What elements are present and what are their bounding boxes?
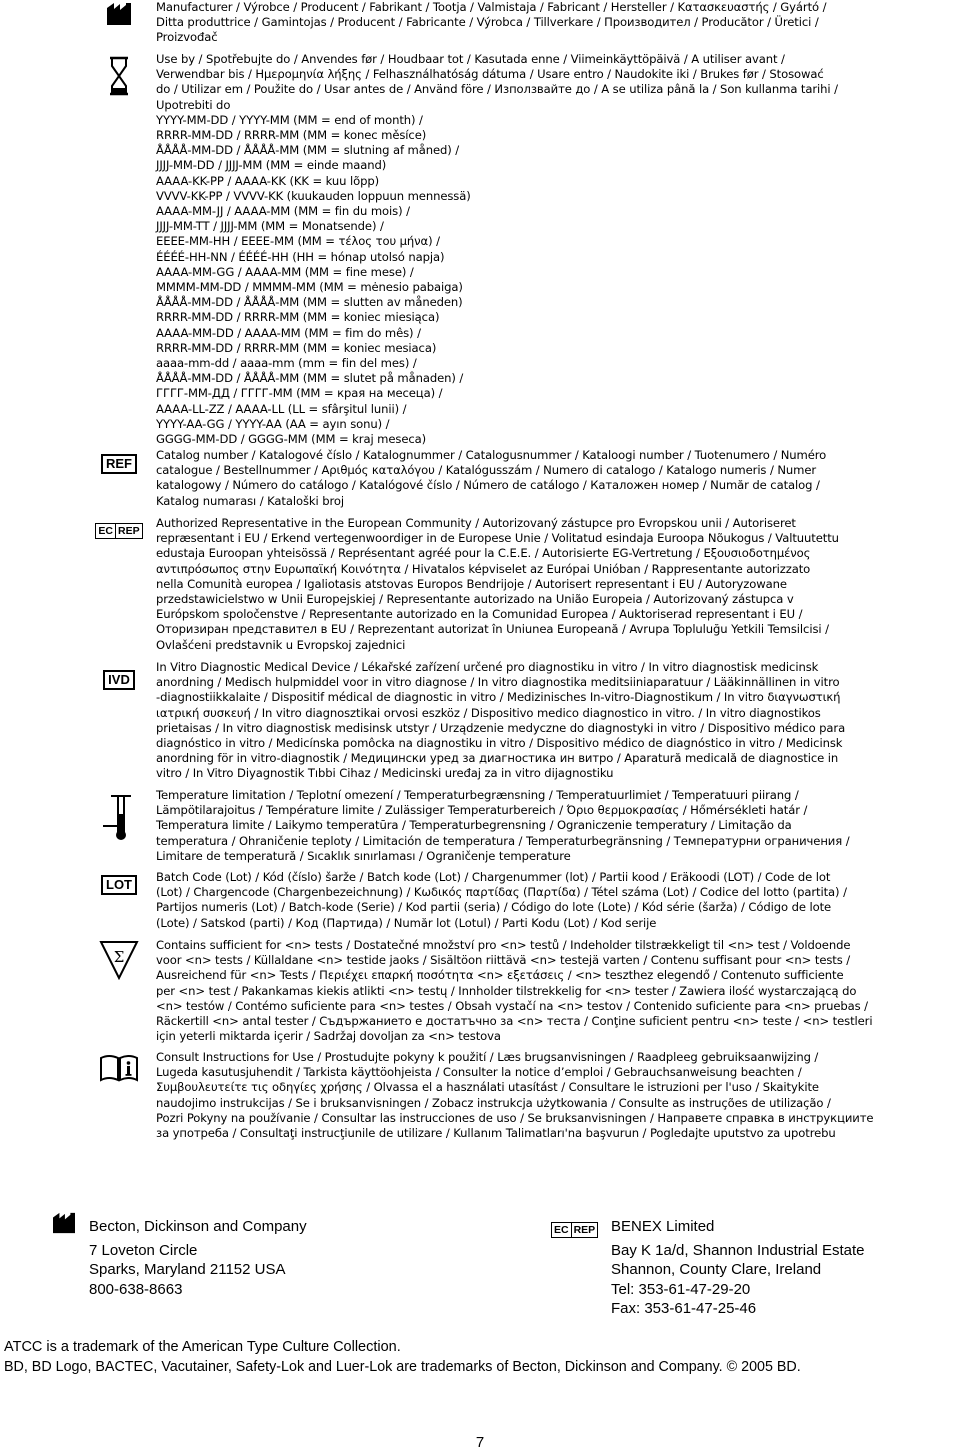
ref-label: REF	[101, 454, 137, 474]
rep-label: REP	[571, 1223, 598, 1237]
manufacturer-name: Becton, Dickinson and Company	[89, 1218, 307, 1235]
symbol-description: Authorized Representative in the European Community / Autorizovaný zástupce pro Evropskou unii / Autoriseret repræsentant i EU / Erkend vertegenwoordiger in de Europese Unie / Volitatud esindaja Euroopa Nõukogus / Valtuutettu edustaja Euroopan yhteisössä / Représentant agréé pour la C.E.E. / Autorisierte EG-Vertretung / Εξουσιοδοτημένος αντιπρόσωπος στην Ευρωπαϊκή Κοινότητα / Hivatalos képviselet az Európai Unióban / Rappresentante autorizzato nella Comunità europea / Igaliotasis atstovas Europos Bendrijoje / Autorisert representant i EU / Autoryzowane przedstawicielstwo w Unii Europejskiej / Representante autorizado na União Europeia / Autorizovaný zástupca v Európskom spoločenstve / Representante autorizado en la Comunidad Europea / Auktoriserad representant i EU / Оторизиран представител в ЕU / Reprezentant autorizat în Uniunea Europeană / Avrupa Topluluğu Yetkili Temsilcisi / Ovlašćeni predstavnik u Evropskoj zajednici	[156, 516, 839, 652]
temperature-limit-icon	[96, 792, 142, 842]
page-number: 7	[475, 1434, 485, 1451]
rep-label: REP	[115, 524, 142, 538]
ec-label: EC	[98, 525, 113, 537]
symbol-description: Manufacturer / Výrobce / Producent / Fabrikant / Tootja / Valmistaja / Fabricant / Hersteller / Κατασκευαστής / Gyártó / Ditta produttrice / Gamintojas / Producent / Fabricante / Výrobca / Tillverkare / Производител / Producător / Üretici / Proizvođač	[156, 0, 827, 45]
manufacturer-icon	[96, 2, 142, 26]
ec-rep-fax: Fax: 353-61-47-25-46	[611, 1300, 757, 1317]
manufacturer-address-line2: Sparks, Maryland 21152 USA	[89, 1261, 286, 1278]
ec-rep-name: BENEX Limited	[611, 1218, 715, 1235]
lot-label: LOT	[101, 875, 137, 895]
ref-icon	[96, 454, 142, 474]
ec-rep-icon	[96, 523, 142, 539]
bd-trademark-note: BD, BD Logo, BACTEC, Vacutainer, Safety-Lok and Luer-Lok are trademarks of Becton, Dickinson and Company. © 2005 BD.	[4, 1359, 801, 1375]
ec-rep-address	[611, 1217, 865, 1319]
symbol-description: Temperature limitation / Teplotní omezení / Temperaturbegrænsning / Temperatuurlimiet / Temperatuuri piirang / Lämpötilarajoitus / Température limite / Zulässiger Temperaturbereich / Όριο θερμοκρασίας / Hőmérsékleti határ / Temperatura limite / Laikymo temperatūra / Temperaturbegrensning / Ograniczenie temperatury / Limitação da temperatura / Ohraničenie teploty / Limitación de temperatura / Temperaturbegränsning / Температурни ограничения / Limitare de temperatură / Sıcaklık sınırlaması / Ograničenje temperature	[156, 788, 850, 863]
svg-text:Σ: Σ	[113, 948, 125, 966]
manufacturer-address-icon	[52, 1212, 76, 1238]
use-by-hourglass-icon	[96, 56, 142, 96]
symbol-description: Batch Code (Lot) / Kód (číslo) šarže / Batch kode (Lot) / Chargenummer (lot) / Partii kood / Eräkoodi (LOT) / Code de lot (Lot) / Chargencode (Chargenbezeichnung) / Κωδικός παρτίδας (Παρτίδα) / Tétel száma (Lot) / Codice del lotto (partita) / Partijos numeris (Lot) / Batch-kode (Serie) / Kod partii (seria) / Código do lote (Lote) / Kód série (šarža) / Código de lote (Lote) / Satskod (parti) / Код (Партида) / Număr lot (Lotul) / Parti Kodu (Lot) / Kod serije	[156, 870, 847, 930]
symbol-description: Use by / Spotřebujte do / Anvendes før / Houdbaar tot / Kasutada enne / Viimeinkäyttöpäivä / A utiliser avant / Verwendbar bis / Ημερομηνία λήξης / Felhasználhatóság dátuma / Usare entro / Naudokite iki / Brukes før / Stosować do / Utilizar em / Použite do / Usar antes de / Använd före / Използвайте до / A se utiliza până la / Son kullanma tarihi / Upotrebiti do YYYY-MM-DD / YYYY-MM (MM = end of month) / RRRR-MM-DD / RRRR-MM (MM = konec měsíce) ÅÅÅÅ-MM-DD / ÅÅÅÅ-MM (MM = slutning af måned) / JJJJ-MM-DD / JJJJ-MM (MM = einde maand) AAAA-KK-PP / AAAA-KK (KK = kuu lõpp) VVVV-KK-PP / VVVV-KK (kuukauden loppuun mennessä) AAAA-MM-JJ / AAAA-MM (MM = fin du mois) / JJJJ-MM-TT / JJJJ-MM (MM = Monatsende) / ΕΕΕΕ-ΜΜ-ΗΗ / ΕΕΕΕ-ΜΜ (ΜΜ = τέλος του μήνα) / ÉÉÉÉ-HH-NN / ÉÉÉÉ-HH (HH = hónap utolsó napja) AAAA-MM-GG / AAAA-MM (MM = fine mese) / MMMM-MM-DD / MMMM-MM (MM = mėnesio pabaiga) ÅÅÅÅ-MM-DD / ÅÅÅÅ-MM (MM = slutten av måneden) RRRR-MM-DD / RRRR-MM (MM = koniec miesiąca) AAAA-MM-DD / AAAA-MM (MM = fim do mês) / RRRR-MM-DD / RRRR-MM (MM = koniec mesiaca) aaaa-mm-dd / aaaa-mm (mm = fin del mes) / ÅÅÅÅ-MM-DD / ÅÅÅÅ-MM (MM = slutet på månaden) / ГГГГ-ММ-ДД / ГГГГ-ММ (ММ = края на месеца) / AAAA-LL-ZZ / AAAA-LL (LL = sfârşitul lunii) / YYYY-AA-GG / YYYY-AA (AA = ayın sonu) / GGGG-MM-DD / GGGG-MM (MM = kraj meseca)	[156, 52, 838, 447]
manufacturer-phone: 800-638-8663	[89, 1280, 183, 1298]
ec-label: EC	[554, 1224, 569, 1236]
ec-rep-address-line1: Bay K 1a/d, Shannon Industrial Estate	[611, 1241, 865, 1259]
symbol-description: Contains sufficient for <n> tests / Dostatečné množství pro <n> testů / Indeholder tilstrækkeligt til <n> test / Voldoende voor <n> tests / Küllaldane <n> testide jaoks / Sisältöon riittävä <n> testejä varten / Contenu suffisant pour <n> tests / Ausreichend für <n> Tests / Περιέχει επαρκή ποσότητα <n> εξετάσεις / <n> teszthez elegendő / Contenuto sufficiente per <n> test / Pakankamas kiekis atlikti <n> testų / Innholder tilstrekkelig for <n> tester / Zawiera ilość wystarczającą do <n> testów / Contémo suficiente para <n> testes / Obsah vystačí na <n> testov / Contenido suficiente para <n> pruebas / Räckertill <n> antal tester / Съдържанието е достатъчно за <n> теста / Conţine suficient pentru <n> teste / <n> testleri için yeterli miktarda içerir / Sadržaj dovoljan za <n> testova	[156, 938, 873, 1044]
consult-instructions-book-icon	[96, 1054, 142, 1082]
manufacturer-address	[89, 1217, 307, 1299]
symbol-description: In Vitro Diagnostic Medical Device / Lékařské zařízení určené pro diagnostiku in vitro / In vitro diagnostisk medicinsk anordning / Medisch hulpmiddel voor in vitro diagnose / In vitro diagnostika meditsiiniaparatuur / Lääkinnällinen in vitro -diagnostiikkalaite / Dispositif médical de diagnostic in vitro / Medizinisches In-vitro-Diagnostikum / In vitro διαγνωστική ιατρική συσκευή / In vitro diagnosztikai orvosi eszköz / Dispositivo medico diagnostico in vitro. / In vitro diagnostikos prietaisas / In vitro diagnostisk medisinsk utstyr / Urządzenie medyczne do diagnostyki in vitro / Dispositivo médico para diagnóstico in vitro / Medicínska pomôcka na diagnostiku in vitro / Dispositivo médico de diagnóstico in vitro / Medicinsk anordning för in vitro-diagnostik / Медицински уред за диагностика ин витро / Aparatură medicală de diagnostice in vitro / In Vitro Diyagnostik Tıbbi Cihaz / Medicinski uređaj za in vitro dijagnostiku	[156, 660, 846, 781]
atcc-trademark-note: ATCC is a trademark of the American Type Culture Collection.	[4, 1339, 401, 1355]
ivd-icon	[96, 670, 142, 690]
symbol-description: Catalog number / Katalogové číslo / Katalognummer / Catalogusnummer / Kataloogi number / Tuotenumero / Numéro catalogue / Bestellnummer / Αριθμός καταλόγου / Katalógusszám / Numero di catalogo / Katalogo numeris / Numer katalogowy / Número do catálogo / Katalógové číslo / Número de catálogo / Каталожен номер / Număr de catalog / Katalog numarası / Kataloški broj	[156, 448, 827, 508]
ec-rep-address-icon	[551, 1218, 598, 1238]
symbol-description: Consult Instructions for Use / Prostudujte pokyny k použití / Læs brugsanvisningen / Raadpleeg gebruiksaanwijzing / Lugeda kasutusjuhendit / Tarkista käyttöohjeista / Consulter la notice d’emploi / Gebrauchsanweisung beachten / Συμβουλευτείτε τις οδηγίες χρήσης / Olvassa el a használati utasítást / Consultare le istruzioni per l'uso / Skaitykite naudojimo instrukcijas / Se i bruksanvisningen / Zobacz instrukcja użytkowania / Consulte as instruções de utilização / Pozri Pokyny na používanie / Consultar las instrucciones de uso / Se bruksanvisningen / Направете справка в инструкциите за употреба / Consultaţi instrucţiunile de utilizare / Kullanım Talimatları'na başvurun / Pogledajte uputstvo za upotrebu	[156, 1050, 874, 1141]
ec-rep-address-line2: Shannon, County Clare, Ireland	[611, 1261, 822, 1278]
ivd-label: IVD	[103, 670, 135, 690]
contains-sufficient-sigma-icon	[96, 940, 142, 980]
lot-icon	[96, 875, 142, 895]
ec-rep-tel: Tel: 353-61-47-29-20	[611, 1280, 751, 1298]
manufacturer-address-line1: 7 Loveton Circle	[89, 1241, 198, 1259]
